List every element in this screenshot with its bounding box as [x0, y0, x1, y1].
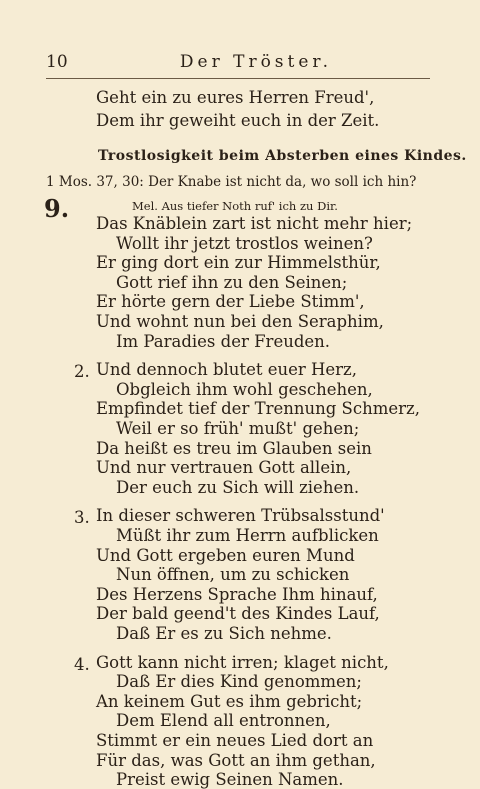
- verse-line: Da heißt es treu im Glauben sein: [96, 439, 372, 458]
- verse-line: Geht ein zu eures Herren Freud',: [96, 88, 375, 107]
- verse-line: Dem Elend all entronnen,: [116, 711, 331, 730]
- page-number: 10: [46, 52, 68, 72]
- verse-line: Nun öffnen, um zu schicken: [116, 565, 350, 584]
- verse-line: Daß Er dies Kind genommen;: [116, 672, 362, 691]
- verse-line: Der euch zu Sich will ziehen.: [116, 478, 360, 497]
- verse-line: Das Knäblein zart ist nicht mehr hier;: [96, 214, 413, 233]
- hymn-number: 9.: [44, 194, 70, 223]
- hymn-title: Trostlosigkeit beim Absterben eines Kindes.: [98, 148, 467, 164]
- stanza-number: 3.: [74, 508, 90, 527]
- verse-line: Daß Er es zu Sich nehme.: [116, 624, 332, 643]
- verse-line: Und wohnt nun bei den Seraphim,: [96, 312, 384, 331]
- verse-line: Wollt ihr jetzt trostlos weinen?: [116, 234, 373, 253]
- page-header: [46, 52, 426, 74]
- verse-line: Für das, was Gott an ihm gethan,: [96, 751, 376, 770]
- running-title: Der Tröster.: [179, 52, 333, 72]
- verse-line: Des Herzens Sprache Ihm hinauf,: [96, 585, 378, 604]
- melody-indication: Mel. Aus tiefer Noth ruf' ich zu Dir.: [132, 199, 338, 213]
- verse-line: Müßt ihr zum Herrn aufblicken: [116, 526, 379, 545]
- verse-line: Und dennoch blutet euer Herz,: [96, 360, 357, 379]
- verse-line: Obgleich ihm wohl geschehen,: [116, 380, 373, 399]
- verse-line: In dieser schweren Trübsalsstund': [96, 506, 385, 525]
- verse-line: Stimmt er ein neues Lied dort an: [96, 731, 374, 750]
- verse-line: Er hörte gern der Liebe Stimm',: [96, 292, 365, 311]
- verse-line: Dem ihr geweiht euch in der Zeit.: [96, 111, 380, 130]
- verse-line: Und Gott ergeben euren Mund: [96, 546, 355, 565]
- verse-line: Der bald geend't des Kindes Lauf,: [96, 604, 380, 623]
- stanza-number: 4.: [74, 655, 90, 674]
- scripture-reference: 1 Mos. 37, 30: Der Knabe ist nicht da, wo soll ich hin?: [46, 174, 417, 190]
- verse-line: Im Paradies der Freuden.: [116, 332, 331, 351]
- verse-line: An keinem Gut es ihm gebricht;: [96, 692, 363, 711]
- stanza-number: 2.: [74, 362, 90, 381]
- verse-line: Gott rief ihn zu den Seinen;: [116, 273, 348, 292]
- verse-line: Empfindet tief der Trennung Schmerz,: [96, 399, 420, 418]
- verse-line: Gott kann nicht irren; klaget nicht,: [96, 653, 389, 672]
- verse-line: Und nur vertrauen Gott allein,: [96, 458, 352, 477]
- verse-line: Weil er so früh' mußt' gehen;: [116, 419, 360, 438]
- verse-line: Preist ewig Seinen Namen.: [116, 770, 344, 789]
- header-rule: [46, 78, 430, 79]
- verse-line: Er ging dort ein zur Himmelsthür,: [96, 253, 381, 272]
